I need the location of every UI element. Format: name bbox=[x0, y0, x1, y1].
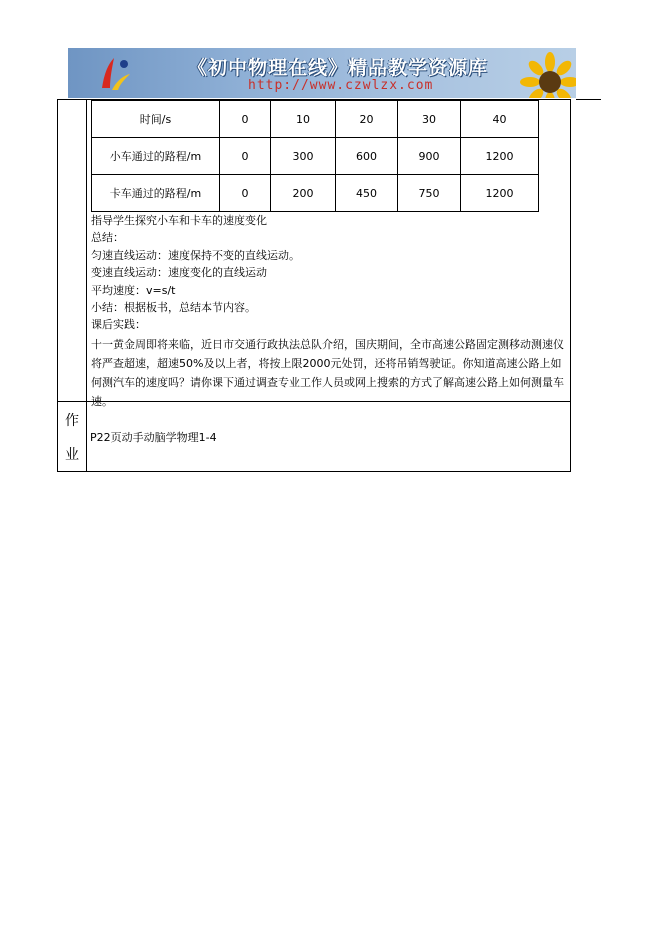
speed-table bbox=[91, 100, 539, 212]
table-cell: 1200 bbox=[461, 138, 539, 175]
row-label: 卡车通过的路程/m bbox=[92, 175, 220, 212]
content-line: 匀速直线运动：速度保持不变的直线运动。 bbox=[91, 248, 300, 262]
table-cell: 600 bbox=[336, 138, 398, 175]
header-url: http://www.czwlzx.com bbox=[248, 78, 434, 93]
header-title: 《初中物理在线》精品教学资源库 bbox=[188, 57, 489, 79]
table-cell: 0 bbox=[220, 175, 271, 212]
practice-paragraph: 十一黄金周即将来临，近日市交通行政执法总队介绍，国庆期间，全市高速公路固定测移动测速仪将严查超速，超速50%及以上者，将按上限2000元处罚，还将吊销驾驶证。你知道高速公路上如何测汽车的速度吗？请你课下通过调查专业工作人员或网上搜索的方式了解高速公路上如何测量车速。 bbox=[91, 337, 564, 408]
logo-icon bbox=[94, 54, 134, 94]
table-cell: 750 bbox=[398, 175, 461, 212]
content-line: 总结： bbox=[91, 231, 124, 245]
column-divider bbox=[86, 99, 87, 472]
table-cell: 200 bbox=[271, 175, 336, 212]
content-line: 课后实践： bbox=[91, 318, 146, 332]
table-cell: 900 bbox=[398, 138, 461, 175]
header-banner bbox=[68, 48, 576, 98]
table-row bbox=[92, 175, 539, 212]
table-cell: 300 bbox=[271, 138, 336, 175]
table-cell: 10 bbox=[271, 101, 336, 138]
table-cell: 450 bbox=[336, 175, 398, 212]
rule-line bbox=[576, 99, 601, 100]
table-cell: 40 bbox=[461, 101, 539, 138]
row-label: 时间/s bbox=[92, 101, 220, 138]
table-cell: 1200 bbox=[461, 175, 539, 212]
homework-label-char: 业 bbox=[65, 447, 79, 463]
table-cell: 0 bbox=[220, 101, 271, 138]
content-line: 平均速度：v=s/t bbox=[91, 283, 176, 297]
homework-label-char: 作 bbox=[65, 413, 79, 429]
table-cell: 30 bbox=[398, 101, 461, 138]
homework-label bbox=[58, 402, 86, 471]
row-label: 小车通过的路程/m bbox=[92, 138, 220, 175]
sunflower-icon bbox=[520, 52, 576, 98]
lesson-content bbox=[91, 212, 566, 411]
content-line: 小结：根据板书，总结本节内容。 bbox=[91, 301, 256, 315]
table-row bbox=[92, 138, 539, 175]
table-cell: 20 bbox=[336, 101, 398, 138]
homework-text: P22页动手动脑学物理1-4 bbox=[90, 431, 217, 444]
content-line: 指导学生探究小车和卡车的速度变化 bbox=[91, 214, 267, 227]
content-line: 变速直线运动：速度变化的直线运动 bbox=[91, 266, 267, 280]
table-cell: 0 bbox=[220, 138, 271, 175]
table-row bbox=[92, 101, 539, 138]
